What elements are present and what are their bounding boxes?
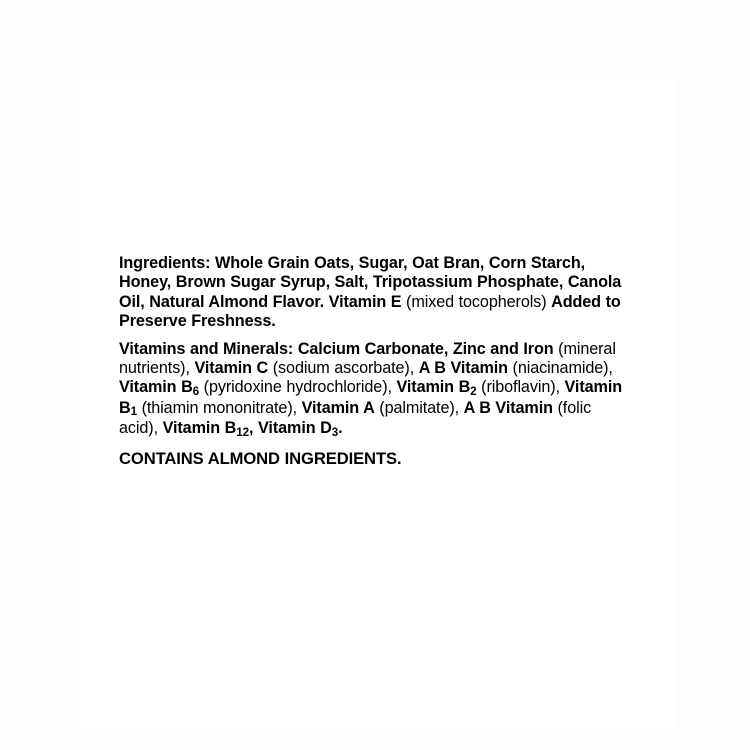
vm-seg-13: (palmitate), (374, 398, 464, 417)
vm-seg-8: Vitamin B (396, 378, 471, 397)
vm-seg-10: Vitamin B (119, 378, 623, 417)
vm-sub-6: 6 (192, 385, 200, 398)
vm-sub-10: 1 (130, 405, 137, 419)
vm-seg-14: A B Vitamin (463, 398, 553, 417)
vm-sub-8: 2 (470, 385, 477, 398)
contains-statement: CONTAINS ALMOND INGREDIENTS. (119, 448, 402, 468)
vm-seg-5: (niacinamide), (507, 359, 613, 378)
vm-seg-17: , Vitamin D (249, 419, 332, 438)
vm-sub-16: 12 (236, 425, 250, 439)
vitamins-minerals-paragraph (119, 340, 634, 440)
vitamins-minerals-heading: Vitamins and Minerals: (119, 339, 294, 358)
vm-seg-16: Vitamin B (162, 419, 237, 438)
ingredients-heading: Ingredients: (119, 254, 211, 272)
vm-seg-18: . (338, 419, 343, 438)
vm-seg-15: (folic acid), (119, 398, 592, 438)
ingredients-list-bold-2: Added to Preserve Freshness. (119, 292, 621, 331)
vm-seg-0: Calcium Carbonate, Zinc and Iron (293, 339, 554, 358)
vm-seg-1: (mineral nutrients), (119, 339, 616, 378)
vm-seg-12: Vitamin A (301, 398, 375, 417)
vm-seg-6: Vitamin B (119, 378, 193, 397)
ingredients-list-regular-1: (mixed tocopherols) (401, 292, 552, 311)
label-panel (74, 74, 676, 729)
ingredients-content (119, 254, 634, 469)
vm-seg-3: (sodium ascorbate), (268, 359, 419, 378)
vm-sub-17: 3 (331, 425, 339, 439)
vm-seg-9: (riboflavin), (476, 378, 565, 397)
vm-seg-4: A B Vitamin (418, 359, 508, 378)
ingredients-paragraph (119, 254, 634, 332)
vm-seg-7: (pyridoxine hydrochloride), (199, 378, 397, 397)
ingredients-list-bold-1: Whole Grain Oats, Sugar, Oat Bran, Corn Starch, Honey, Brown Sugar Syrup, Salt, Tripotassium Phosphate, Canola Oil, Natural Almond Flavor. Vitamin E (119, 254, 622, 311)
vm-seg-2: Vitamin C (194, 359, 269, 378)
vm-seg-11: (thiamin mononitrate), (136, 398, 302, 417)
